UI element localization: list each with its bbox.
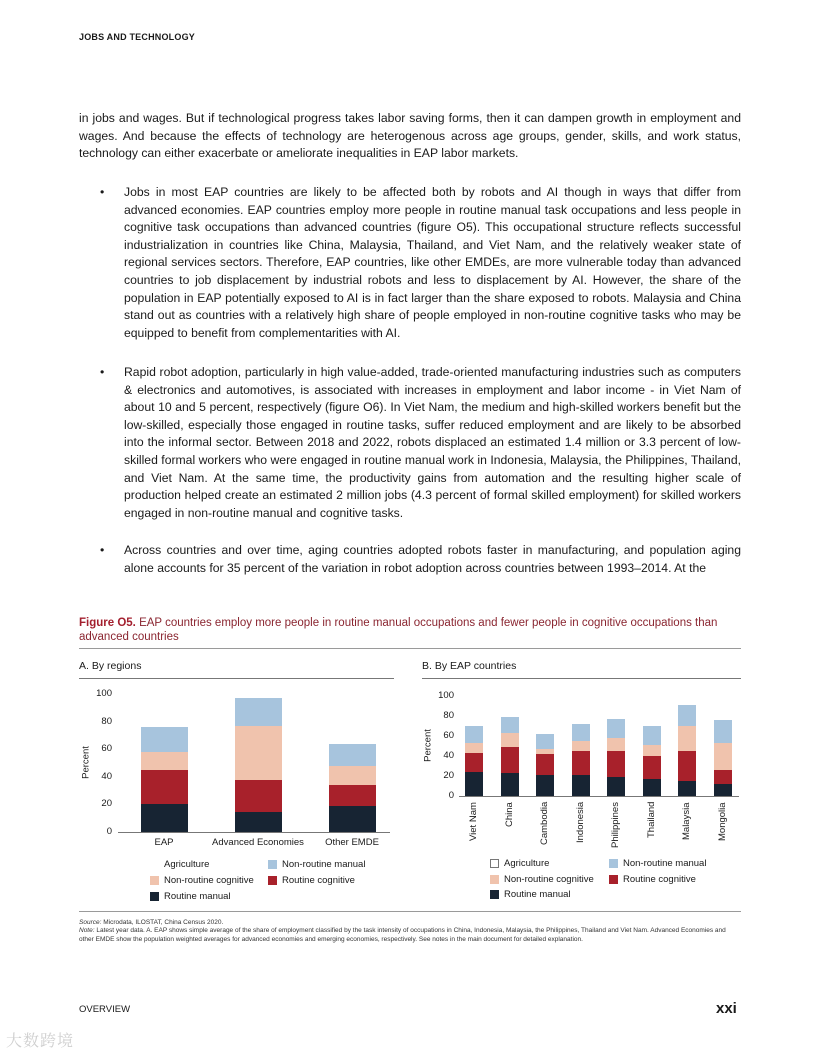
bar-segment-nonroutine-cognitive: [141, 752, 188, 770]
x-category-label: Viet Nam: [468, 802, 479, 841]
bar-segment-routine-cognitive: [465, 753, 483, 772]
legend-nonroutine-cognitive: [490, 874, 594, 885]
bullet-marker: •: [100, 543, 105, 557]
y-axis-label: Percent: [80, 746, 92, 779]
x-category-label: Malaysia: [681, 802, 692, 840]
legend-routine-manual: [150, 891, 231, 902]
y-tick-label: 0: [448, 790, 454, 801]
bullet-item-1: [100, 184, 741, 342]
x-category-label: Other EMDE: [325, 837, 379, 848]
y-tick-label: 100: [96, 688, 112, 699]
y-tick-label: 80: [443, 710, 454, 721]
bar-segment-routine-manual: [714, 784, 732, 796]
figure-source-note: [79, 919, 741, 944]
figure-top-rule: [79, 648, 741, 649]
swatch-icon: [268, 876, 277, 885]
bullet-item-2: [100, 364, 741, 522]
bar-segment-nonroutine-cognitive: [678, 726, 696, 751]
y-tick-label: 80: [101, 715, 112, 727]
bar-segment-routine-manual: [465, 772, 483, 796]
bar-segment-routine-cognitive: [501, 747, 519, 773]
legend-routine-cognitive: [268, 875, 355, 886]
legend-nonroutine-manual: [268, 859, 365, 870]
x-category-label: Thailand: [645, 801, 657, 838]
source-label: Source:: [79, 919, 102, 926]
bar-segment-routine-cognitive: [141, 770, 188, 805]
bar-segment-routine-cognitive: [678, 751, 696, 781]
legend-agriculture: [490, 858, 549, 869]
bar-segment-routine-manual: [141, 804, 188, 832]
legend-label: Agriculture: [504, 858, 550, 869]
panel-a-rule: [79, 678, 394, 679]
bar-segment-routine-cognitive: [536, 754, 554, 775]
bar-segment-nonroutine-manual: [678, 705, 696, 726]
bar-segment-nonroutine-manual: [643, 726, 661, 745]
x-category-label: Cambodia: [539, 801, 550, 845]
x-axis-line: [118, 832, 390, 833]
bar-segment-nonroutine-manual: [329, 744, 376, 766]
y-tick-label: 20: [443, 770, 454, 781]
bullet-marker: •: [100, 185, 105, 199]
legend-routine-cognitive: [609, 874, 696, 885]
bar-segment-nonroutine-cognitive: [329, 766, 376, 785]
legend-nonroutine-manual: [609, 858, 706, 869]
x-category-label: Advanced Economies: [212, 837, 304, 848]
bullet-text: Jobs in most EAP countries are likely to be affected both by robots and AI though in ways that differ from advanced economies. EAP countries employ more people in routine manual task occupations and less people in cognitive task occupations than advanced countries (figure O5). This occupational structure reflects successful industrialization in countries like China, Malaysia, Thailand, and Viet Nam, and the relatively weaker state of regional services sectors. Therefore, EAP countries, like other EMDEs, are more vulnerable today than advanced countries to job displacement by industrial robots and less to displacement by AI. However, the share of the population in EAP potentially exposed to AI is in fact larger than the share exposed to robots. Malaysia and China stand out as countries with a relatively high share of people employed in non-routine cognitive tasks who may be equipped to benefit from complementarities with AI.: [124, 185, 741, 340]
footer-section: OVERVIEW: [79, 1004, 131, 1015]
panel-b-rule: [422, 678, 741, 679]
swatch-icon: [490, 875, 499, 884]
bar-segment-routine-manual: [678, 781, 696, 796]
y-tick-label: 100: [438, 690, 454, 701]
legend-routine-manual: [490, 889, 571, 900]
bar-segment-routine-manual: [607, 777, 625, 796]
bar-segment-nonroutine-manual: [235, 698, 282, 726]
bar-segment-nonroutine-cognitive: [572, 741, 590, 751]
bar-segment-routine-cognitive: [572, 751, 590, 775]
bar-segment-nonroutine-manual: [714, 720, 732, 743]
panel-a-title: A. By regions: [79, 660, 142, 672]
bar-segment-routine-cognitive: [329, 785, 376, 806]
figure-title: [79, 616, 741, 644]
figure-label: Figure O5.: [79, 617, 136, 629]
figure-bottom-rule: [79, 911, 741, 912]
y-tick-label: 60: [101, 743, 112, 755]
watermark: 大数跨境: [6, 1033, 75, 1050]
bar-segment-nonroutine-cognitive: [465, 743, 483, 753]
bar-segment-nonroutine-cognitive: [643, 745, 661, 756]
panel-b-title: B. By EAP countries: [422, 660, 517, 672]
legend-label: Agriculture: [164, 859, 210, 870]
source-text: Microdata, ILOSTAT, China Census 2020.: [103, 919, 224, 926]
legend-label: Routine cognitive: [282, 875, 355, 886]
x-category-label: Mongolia: [716, 802, 728, 841]
bar-segment-nonroutine-cognitive: [501, 733, 519, 747]
y-tick-label: 0: [106, 826, 112, 837]
x-category-label: EAP: [154, 837, 174, 848]
swatch-icon: [268, 860, 277, 869]
note-text: Latest year data. A. EAP shows simple average of the share of employment classified by the task intensity of occupations in China, Indonesia, Malaysia, the Philippines, Thailand and Viet Nam. Advanced Economies and other EMDE show the population weighted averages for advanced economies and emerging economies, respectively. See notes in the main document for detailed explanation.: [79, 927, 726, 943]
swatch-icon: [490, 859, 499, 868]
bar-segment-nonroutine-manual: [501, 717, 519, 733]
legend-nonroutine-cognitive: [150, 875, 254, 886]
bar-segment-routine-manual: [235, 812, 282, 832]
swatch-icon: [150, 860, 159, 869]
x-category-label: Philippines: [610, 802, 621, 848]
bar-segment-routine-cognitive: [714, 770, 732, 784]
bar-segment-nonroutine-manual: [141, 727, 188, 752]
bullet-marker: •: [100, 365, 105, 379]
legend-agriculture: [150, 859, 209, 870]
legend-label: Non-routine cognitive: [504, 874, 594, 885]
swatch-icon: [490, 890, 499, 899]
legend-label: Routine manual: [164, 891, 231, 902]
bar-segment-routine-manual: [329, 806, 376, 832]
swatch-icon: [150, 892, 159, 901]
bar-segment-routine-manual: [536, 775, 554, 796]
bar-segment-nonroutine-cognitive: [607, 738, 625, 751]
x-category-label: Indonesia: [574, 801, 586, 843]
bar-segment-routine-cognitive: [643, 756, 661, 779]
legend-label: Routine cognitive: [623, 874, 696, 885]
bar-segment-nonroutine-cognitive: [536, 749, 554, 754]
swatch-icon: [609, 859, 618, 868]
x-axis-line: [459, 796, 739, 797]
bar-segment-routine-manual: [643, 779, 661, 796]
bullet-item-3: [100, 542, 741, 577]
bar-segment-nonroutine-cognitive: [714, 743, 732, 770]
y-tick-label: 40: [443, 750, 454, 761]
y-axis-label: Percent: [422, 729, 434, 762]
legend-label: Routine manual: [504, 889, 571, 900]
y-tick-label: 60: [443, 730, 454, 741]
swatch-icon: [609, 875, 618, 884]
bar-segment-routine-manual: [501, 773, 519, 796]
bar-segment-routine-cognitive: [235, 780, 282, 812]
bullet-text: Rapid robot adoption, particularly in high value-added, trade-oriented manufacturing industries such as computers & electronics and automotives, is associated with increases in employment and labor income - in Viet Nam of about 10 and 5 percent, respectively (figure O6). In Viet Nam, the medium and high-skilled workers benefit but the low-skilled, especially those engaged in routine tasks, suffer reduced employment and are likely to be absorbed into the informal sector. Between 2018 and 2022, robots displaced an estimated 1.4 million or 3.3 percent of low-skilled formal workers who were engaged in routine manual work in Indonesia, Malaysia, the Philippines, Thailand, and Viet Nam. At the same time, the productivity gains from automation and the resulting higher scale of production helped create an estimated 2 million jobs (4.3 percent of formal skilled employment) for skilled workers engaged in non-routine manual and cognitive tasks.: [124, 365, 741, 520]
y-tick-label: 40: [101, 770, 112, 782]
note-label: Note:: [79, 927, 95, 935]
bar-segment-nonroutine-manual: [572, 724, 590, 741]
bar-segment-nonroutine-manual: [536, 734, 554, 749]
intro-paragraph: in jobs and wages. But if technological progress takes labor saving forms, then it can dampen growth in employment and wages. And because the effects of technology are heterogenous across age groups, gender, skills, and work status, technology can either exacerbate or ameliorate inequalities in EAP labor markets.: [79, 111, 741, 161]
y-tick-label: 20: [101, 798, 112, 810]
bar-segment-nonroutine-manual: [465, 726, 483, 743]
legend-label: Non-routine manual: [623, 858, 707, 869]
x-category-label: China: [503, 802, 515, 827]
figure-caption: EAP countries employ more people in routine manual occupations and fewer people in cognitive occupations than advanced countries: [79, 617, 718, 643]
bullet-text: Across countries and over time, aging countries adopted robots faster in manufacturing, and population aging alone accounts for 35 percent of the variation in robot adoption across countries between 1993–2014. At the: [124, 543, 741, 575]
bar-segment-routine-cognitive: [607, 751, 625, 777]
running-header: JOBS AND TECHNOLOGY: [79, 32, 195, 42]
swatch-icon: [150, 876, 159, 885]
legend-label: Non-routine cognitive: [164, 875, 254, 886]
page-number: xxi: [716, 1000, 737, 1017]
legend-label: Non-routine manual: [282, 859, 366, 870]
bar-segment-nonroutine-manual: [607, 719, 625, 738]
bar-segment-routine-manual: [572, 775, 590, 796]
bar-segment-nonroutine-cognitive: [235, 726, 282, 780]
